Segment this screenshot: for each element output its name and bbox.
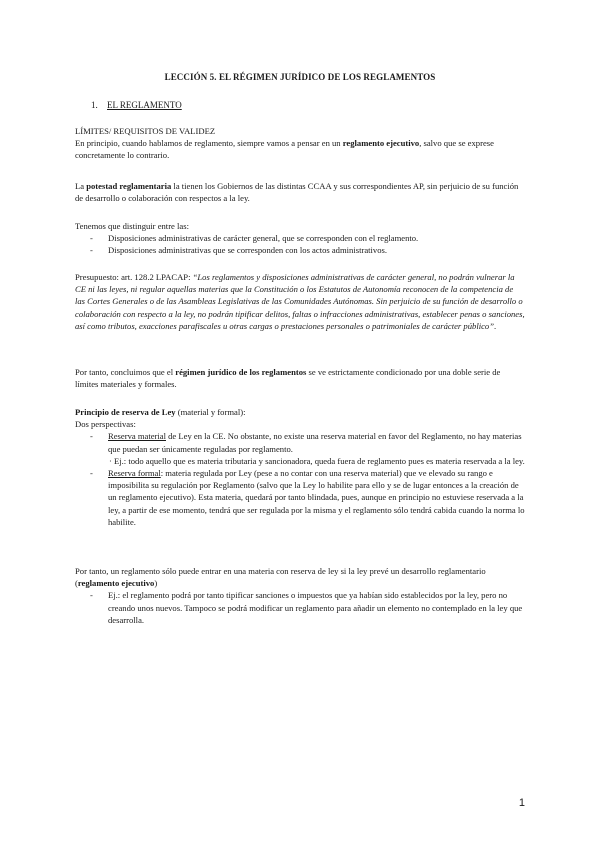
list-item-text: Disposiciones administrativas de carácter general, que se corresponden con el reglamento.	[108, 233, 419, 244]
list-item	[75, 589, 525, 626]
bold-text: reglamento ejecutivo	[77, 578, 155, 589]
dash-bullet: -	[90, 245, 93, 256]
text-run: , salvo que se exprese concretamente lo contrario.	[75, 138, 494, 161]
final-paragraph	[75, 565, 525, 589]
potestad-paragraph	[75, 180, 525, 204]
text-run: (material y formal):	[175, 407, 246, 417]
list-item	[75, 430, 525, 454]
text-run: la tienen los Gobiernos de las distintas CCAA y sus correspondientes AP, sin perjuicio de su función de desarrollo o colaboración con respectos a la ley.	[75, 181, 519, 204]
text-run: En principio, cuando hablamos de reglamento, siempre vamos a pensar en un	[75, 138, 343, 149]
section-number: 1.	[91, 100, 98, 110]
text-run: se ve estrictamente condicionado por una doble serie de límites materiales y formales.	[75, 367, 501, 390]
list-item-text: : materia regulada por Ley (pese a no contar con una reserva material) que ve elevado su rango e imposibilita su regulación por Reglamento (salvo que la Ley lo habilite para ello y se de lugar entonces a la creación de un reglamento ejecutivo). Esta materia, quedará por tanto blindada, pues, aunque en principio no estuviese reservada a la ley, a partir de ese momento, tendrá que ser regulada por la misma y el reglamento sólo tendrá cabida cuando la norma lo habilite.	[108, 468, 525, 527]
text-run: Por tanto, un reglamento sólo puede entrar en una materia con reserva de ley si la ley prevé un desarrollo reglamentario (	[75, 566, 486, 589]
text-run: .	[493, 320, 497, 331]
lesson-title: LECCIÓN 5. EL RÉGIMEN JURÍDICO DE LOS REGLAMENTOS	[164, 72, 436, 82]
text-run: La	[75, 181, 87, 191]
dash-bullet: -	[90, 590, 93, 601]
section-heading	[91, 99, 182, 111]
underlined-text: Reserva material	[108, 431, 166, 442]
italic-quote: “Los reglamentos y disposiciones administrativas de carácter general, no podrán vulnerar la CE ni las leyes, ni regular aquellas materias que la Constitución o los Estatutos de Autonomía reconocen de la competencia de las Cortes Generales o de las Asambleas Legislativas de las Comunidades Autónomas. Sin perjuicio de su función de desarrollo o colaboración con respecto a la ley, no podrán tipificar delitos, faltas o infracciones administrativas, establecer penas o sanciones, así como tributos, exacciones parafiscales u otras cargas o prestaciones personales o patrimoniales de carácter público”	[75, 272, 525, 331]
limites-heading: LÍMITES/ REQUISITOS DE VALIDEZ	[75, 126, 216, 136]
potestad-block	[75, 180, 525, 204]
limites-block	[75, 125, 525, 162]
text-run: Por tanto, concluimos que el	[75, 367, 176, 377]
conclusion-block	[75, 366, 525, 390]
list-item	[75, 244, 525, 256]
distinguir-intro: Tenemos que distinguir entre las:	[75, 221, 189, 231]
dash-bullet: -	[90, 468, 93, 479]
final-block	[75, 565, 525, 626]
section-label: EL REGLAMENTO	[107, 100, 182, 110]
principio-intro: Dos perspectivas:	[75, 419, 136, 430]
bold-text: régimen jurídico de los reglamentos	[175, 367, 307, 377]
list-item-text: Disposiciones administrativas que se corresponden con los actos administrativos.	[108, 245, 388, 256]
list-item	[75, 232, 525, 244]
page-number: 1	[518, 797, 525, 809]
sub-list-item	[75, 455, 525, 467]
dash-bullet: -	[90, 233, 93, 244]
list-item-text: Ej.: el reglamento podrá por tanto tipificar sanciones o impuestos que ya habían sido establecidos por la ley, pero no creando unos nuevos. Tampoco se podrá modificar un reglamento para añadir un elemento no contemplado en la ley que desarrolla.	[108, 590, 523, 625]
presupuesto-block	[75, 271, 525, 332]
example-text: · Ej.: todo aquello que es materia tributaria y sancionadora, queda fuera de reglamento pues es materia reservada a la ley.	[109, 455, 525, 466]
underlined-text: Reserva formal	[108, 468, 161, 479]
text-run: Presupuesto: art. 128.2 LPACAP:	[75, 272, 193, 282]
bold-text: Principio de reserva de Ley	[75, 407, 176, 417]
bold-text: potestad reglamentaria	[86, 181, 172, 191]
presupuesto-paragraph	[75, 271, 525, 332]
dash-bullet: -	[90, 431, 93, 442]
distinguir-block	[75, 220, 525, 257]
principio-block	[75, 406, 525, 528]
text-run: )	[154, 578, 158, 589]
limites-paragraph	[75, 137, 525, 161]
conclusion-paragraph	[75, 366, 525, 390]
principio-heading	[75, 406, 525, 418]
list-item	[75, 467, 525, 528]
list-item-text: de Ley en la CE. No obstante, no existe una reserva material en favor del Reglamento, no hay materias que puedan ser únicamente reguladas por reglamento.	[108, 431, 522, 454]
bold-text: reglamento ejecutivo	[342, 138, 420, 149]
